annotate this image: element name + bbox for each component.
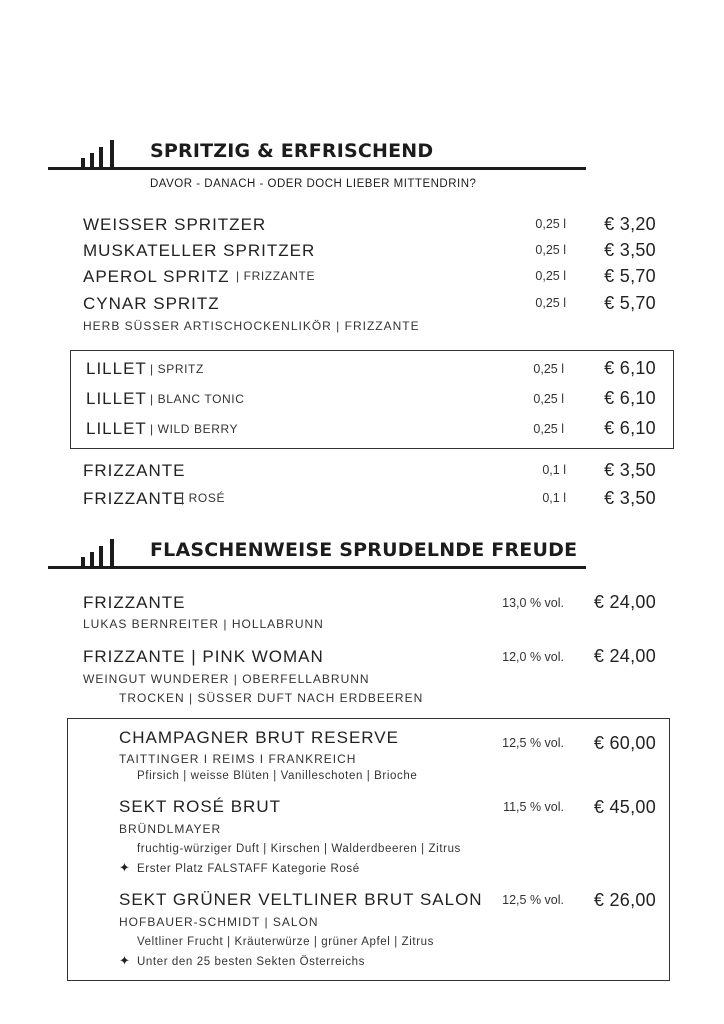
item-award: Unter den 25 besten Sekten Österreichs <box>137 956 365 968</box>
item-volume: 0,25 l <box>533 422 564 436</box>
item-notes: Veltliner Frucht | Kräuterwürze | grüner Apfel | Zitrus <box>137 936 434 948</box>
item-description: HERB SÜSSER ARTISCHOCKENLIKÖR | FRIZZANTE <box>83 319 420 333</box>
item-volume: 11,5 % vol. <box>503 800 564 814</box>
item-notes: fruchtig-würziger Duft | Kirschen | Walderdbeeren | Zitrus <box>137 843 461 855</box>
item-name: FRIZZANTE <box>83 593 186 612</box>
item-price: € 60,00 <box>593 733 656 753</box>
item-price: € 45,00 <box>593 797 656 817</box>
item-name: FRIZZANTE | PINK WOMAN <box>83 647 324 666</box>
item-volume: 0,25 l <box>533 362 564 376</box>
item-description: TROCKEN | SÜSSER DUFT NACH ERDBEEREN <box>119 691 424 705</box>
item-name: MUSKATELLER SPRITZER <box>83 241 316 260</box>
item-name: LILLET <box>86 419 147 438</box>
item-price: € 6,10 <box>604 358 656 378</box>
item-tag: | BLANC TONIC <box>150 392 245 406</box>
item-volume: 12,0 % vol. <box>502 650 564 664</box>
item-tag: | SPRITZ <box>150 362 204 376</box>
section-title: SPRITZIG & ERFRISCHEND <box>150 140 434 162</box>
section-header-spritzig <box>48 140 586 170</box>
four-point-star-icon: ✦ <box>119 860 130 875</box>
item-name: FRIZZANTE <box>83 461 186 480</box>
item-price: € 6,10 <box>604 418 656 438</box>
item-notes: Pfirsich | weisse Blüten | Vanilleschoten | Brioche <box>137 770 418 782</box>
item-volume: 0,1 l <box>542 463 566 477</box>
item-volume: 0,25 l <box>535 296 566 310</box>
item-price: € 3,50 <box>604 240 656 260</box>
item-name: SEKT GRÜNER VELTLINER BRUT SALON <box>119 890 483 909</box>
item-name: LILLET <box>86 359 147 378</box>
item-name: CYNAR SPRITZ <box>83 294 220 313</box>
item-producer: LUKAS BERNREITER | HOLLABRUNN <box>83 617 324 631</box>
signal-bars-icon <box>48 539 118 569</box>
item-producer: BRÜNDLMAYER <box>119 822 222 836</box>
item-price: € 6,10 <box>604 388 656 408</box>
item-producer: TAITTINGER I REIMS I FRANKREICH <box>119 752 357 766</box>
item-tag: | FRIZZANTE <box>236 269 316 283</box>
item-volume: 0,1 l <box>542 491 566 505</box>
header-rule <box>48 167 586 170</box>
item-name: CHAMPAGNER BRUT RESERVE <box>119 728 399 747</box>
item-price: € 3,50 <box>604 460 656 480</box>
item-name: FRIZZANTE <box>83 489 186 508</box>
item-tag: | WILD BERRY <box>150 422 239 436</box>
item-volume: 12,5 % vol. <box>502 736 564 750</box>
item-volume: 12,5 % vol. <box>502 893 564 907</box>
item-volume: 0,25 l <box>533 392 564 406</box>
item-price: € 5,70 <box>604 293 656 313</box>
item-name: WEISSER SPRITZER <box>83 215 267 234</box>
item-name: LILLET <box>86 389 147 408</box>
item-award: Erster Platz FALSTAFF Kategorie Rosé <box>137 863 360 875</box>
item-price: € 3,20 <box>604 214 656 234</box>
section-header-flaschenweise <box>48 539 586 569</box>
item-price: € 26,00 <box>593 890 656 910</box>
item-name: APEROL SPRITZ <box>83 267 230 286</box>
item-volume: 13,0 % vol. <box>502 596 564 610</box>
item-price: € 3,50 <box>604 488 656 508</box>
signal-bars-icon <box>48 140 118 170</box>
item-price: € 5,70 <box>604 266 656 286</box>
four-point-star-icon: ✦ <box>119 953 130 968</box>
header-rule <box>48 566 586 569</box>
item-name: SEKT ROSÉ BRUT <box>119 797 281 816</box>
item-producer: WEINGUT WUNDERER | OBERFELLABRUNN <box>83 672 370 686</box>
section-title: FLASCHENWEISE SPRUDELNDE FREUDE <box>150 539 578 561</box>
section-subtitle: DAVOR - DANACH - ODER DOCH LIEBER MITTENDRIN? <box>150 178 477 190</box>
item-volume: 0,25 l <box>535 217 566 231</box>
item-price: € 24,00 <box>593 646 656 666</box>
item-producer: HOFBAUER-SCHMIDT | SALON <box>119 915 319 929</box>
item-volume: 0,25 l <box>535 243 566 257</box>
item-volume: 0,25 l <box>535 269 566 283</box>
item-tag: | ROSÉ <box>181 491 226 505</box>
item-price: € 24,00 <box>593 592 656 612</box>
